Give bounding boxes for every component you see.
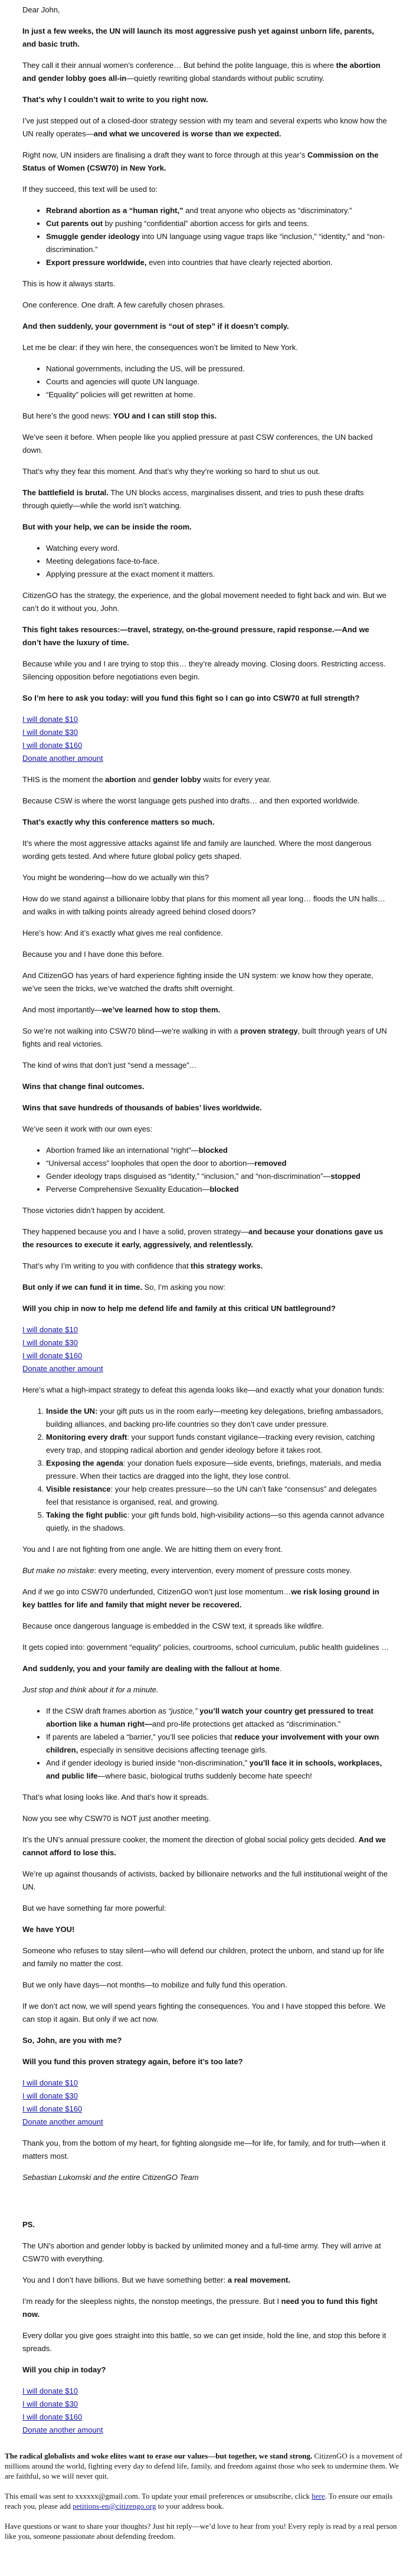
text: Let me be clear: if they win here, the consequences won’t be limited to New York. [22, 343, 298, 352]
paragraph [22, 149, 389, 175]
list-item [46, 204, 389, 217]
text: Someone who refuses to stay silent—who will defend our children, protect the unborn, and stand up for life and family no matter the cost. [22, 1946, 384, 1968]
text: National governments, including the US, will be pressured. [46, 364, 245, 373]
donate-amount-link[interactable]: I will donate $160 [22, 2104, 83, 2113]
bold-text: Export pressure worldwide, [46, 258, 147, 267]
text: : your gift funds bold, high-visibility actions—so this agenda cannot advance quietly, in the shadows. [46, 1511, 385, 1532]
paragraph [22, 115, 389, 140]
bold-text: Monitoring every draft [46, 1433, 127, 1441]
paragraph [22, 1641, 389, 1654]
paragraph [22, 1003, 389, 1016]
paragraph [22, 2240, 389, 2266]
bold-text: YOU and I can still stop this. [113, 411, 217, 420]
paragraph [22, 1302, 389, 1315]
paragraph [22, 2034, 389, 2047]
bold-text: Wins that save hundreds of thousands of babies’ lives worldwide. [22, 1103, 262, 1112]
paragraph [22, 1384, 389, 1397]
text: Here’s what a high-impact strategy to defeat this agenda looks like—and exactly what your donation funds: [22, 1385, 385, 1394]
paragraph [22, 1101, 389, 1114]
bold-text: you’ll face it in schools, workplaces, and public life [46, 1758, 382, 1780]
text: They happened because you and I have a solid, proven strategy— [22, 1227, 249, 1236]
mission-text: CitizenGO is a movement of millions around the world, fighting every day to defend life, family, and freedom against those who seek to undermine them. We are faithful, so we will never quit. [5, 2451, 402, 2480]
paragraph [22, 410, 389, 423]
text: Because while you and I are trying to stop this… they’re already moving. Closing doors. Restricting access. Silencing opposition before negotiations even begin. [22, 659, 386, 681]
paragraph [22, 1204, 389, 1217]
text: and pro-life protections get attacked as “discrimination.” [152, 1719, 341, 1728]
bold-text: We have YOU! [22, 1925, 75, 1934]
bold-text: and because your donations gave us the resources to execute it early, aggressively, and relentlessly. [22, 1227, 384, 1249]
paragraph [22, 1260, 389, 1273]
paragraph [22, 4, 389, 17]
paragraph [22, 521, 389, 534]
paragraph [22, 1543, 389, 1556]
text: And if gender ideology is buried inside “non-discrimination,” [46, 1758, 250, 1767]
text: Because CSW is where the worst language gets pushed into drafts… and then exported worldwide. [22, 796, 360, 805]
bold-text: And we cannot afford to lose this. [22, 1835, 386, 1857]
text: by pushing “confidential” abortion access for girls and teens. [103, 219, 309, 228]
text: That’s why they fear this moment. And that’s why they’re working so hard to shut us out. [22, 467, 320, 476]
bold-text: a real movement. [227, 2276, 291, 2284]
list-item [46, 1509, 389, 1535]
paragraph [22, 277, 389, 290]
text: even into countries that have clearly rejected abortion. [146, 258, 333, 267]
paragraph [22, 1225, 389, 1251]
text: Now you see why CSW70 is NOT just another meeting. [22, 1814, 211, 1823]
bold-text: So, John, are you with me? [22, 2036, 122, 2045]
bold-text: blocked [209, 1185, 239, 1194]
text: We’ve seen it work with our own eyes: [22, 1124, 153, 1133]
paragraph [22, 486, 389, 512]
paragraph [22, 1025, 389, 1051]
bold-text: you’ll watch your country get pressured to treat abortion like a human right— [46, 1707, 373, 1728]
donation-links [22, 2385, 389, 2437]
donate-other-amount-link[interactable]: Donate another amount [22, 1364, 103, 1373]
bold-text: Wins that change final outcomes. [22, 1082, 145, 1091]
paragraph [22, 589, 389, 615]
list-item [46, 1483, 389, 1509]
paragraph [22, 623, 389, 649]
donate-amount-link[interactable]: I will donate $30 [22, 728, 78, 737]
list-item [46, 217, 389, 230]
donate-amount-link[interactable]: I will donate $160 [22, 1351, 83, 1360]
paragraph [22, 1902, 389, 1915]
bold-text: need you to fund this fight now. [22, 2297, 378, 2319]
paragraph [22, 2274, 389, 2287]
text: Perverse Comprehensive Sexuality Education— [46, 1185, 210, 1194]
text: Because you and I have done this before. [22, 950, 164, 959]
list-item [46, 555, 389, 568]
bold-text: blocked [198, 1146, 228, 1155]
italic-text: “justice,” [168, 1707, 198, 1715]
paragraph [22, 1620, 389, 1633]
text: CitizenGO has the strategy, the experience, and the global movement needed to fight back and win. But we can’t do it without you, John. [22, 591, 386, 613]
text: We’re up against thousands of activists, backed by billionaire networks and the full institutional weight of the UN. [22, 1869, 388, 1891]
bold-text: Will you chip in now to help me defend life and family at this critical UN battleground? [22, 1304, 336, 1313]
text: “Universal access” loopholes that open the door to abortion— [46, 1159, 255, 1168]
bold-text: proven strategy [240, 1027, 298, 1035]
paragraph [22, 1923, 389, 1936]
text: I’ve just stepped out of a closed-door strategy session with my team and several experts who know how the UN really operates— [22, 116, 387, 138]
text: And CitizenGO has years of hard experience fighting inside the UN system: we know how they operate, we’ve seen the tricks, we’ve watched the drafts shift overnight. [22, 971, 373, 993]
paragraph [22, 871, 389, 884]
bold-text: PS. [22, 2220, 35, 2229]
italic-text: But make no mistake [22, 1566, 94, 1575]
italic-text: Just stop and think about it for a minute. [22, 1685, 159, 1694]
reply-invitation: Have questions or want to share your thoughts? Just hit reply—we’d love to hear from you! Every reply is read by a real person like you, someone passionate about defending freedom. [5, 2522, 397, 2541]
donate-amount-link[interactable]: I will donate $30 [22, 2400, 78, 2408]
bold-text: Inside the UN: [46, 1407, 98, 1416]
text: If the CSW draft frames abortion as [46, 1707, 169, 1715]
text: It’s where the most aggressive attacks against life and family are launched. Where the most dangerous wording gets tested. And where future global policy gets shaped. [22, 839, 372, 861]
bold-text: But only if we can fund it in time. [22, 1283, 142, 1292]
text: The kind of wins that don’t just “send a message”… [22, 1061, 197, 1070]
list-item [46, 1457, 389, 1483]
paragraph [22, 299, 389, 312]
subscription-notice [5, 2491, 407, 2511]
donation-links [22, 713, 389, 765]
text: But we have something far more powerful: [22, 1904, 166, 1913]
list-item [46, 1157, 389, 1170]
text: You and I are not fighting from one angle. We are hitting them on every front. [22, 1545, 283, 1554]
donate-amount-link[interactable]: I will donate $160 [22, 741, 83, 750]
notice-text: This email was sent to xxxxxx@gmail.com. To update your email preferences or unsubscribe, click [5, 2492, 312, 2500]
bold-text: Taking the fight public [46, 1511, 127, 1519]
text: The UN’s abortion and gender lobby is backed by unlimited money and a full-time army. They will arrive at CSW70 with everything. [22, 2241, 381, 2263]
list-item [46, 1705, 389, 1731]
list-item [46, 1183, 389, 1196]
text: I’m ready for the sleepless nights, the nonstop meetings, the pressure. But I [22, 2297, 281, 2306]
bold-text: But with your help, we can be inside the room. [22, 522, 192, 531]
donation-links [22, 2077, 389, 2129]
paragraph [22, 1791, 389, 1804]
bold-text: we risk losing ground in key battles for life and family that might never be recovered. [22, 1587, 379, 1609]
text: This is how it always starts. [22, 279, 116, 288]
text: and treat anyone who objects as “discriminatory.” [183, 206, 352, 215]
list-item [46, 1170, 389, 1183]
text: Watching every word. [46, 544, 120, 553]
paragraph [22, 1868, 389, 1894]
bold-text: This fight takes resources:—travel, strategy, on-the-ground pressure, rapid response.—And we don’t have the luxury of time. [22, 625, 369, 647]
bold-text: Will you chip in today? [22, 2365, 106, 2374]
paragraph [22, 658, 389, 684]
donate-other-amount-link[interactable]: Donate another amount [22, 2117, 103, 2126]
text: Right now, UN insiders are finalising a draft they want to force through at this year’s [22, 151, 307, 159]
text: Because once dangerous language is embedded in the CSW text, it spreads like wildfire. [22, 1622, 324, 1630]
paragraph [22, 1080, 389, 1093]
text: One conference. One draft. A few carefully chosen phrases. [22, 300, 225, 309]
text: : every meeting, every intervention, every moment of pressure costs money. [94, 1566, 352, 1575]
paragraph [22, 969, 389, 995]
paragraph [22, 465, 389, 478]
bold-text: reduce your involvement with your own children, [46, 1732, 379, 1754]
paragraph [22, 1812, 389, 1825]
text: That’s what losing looks like. And that’s how it spreads. [22, 1793, 209, 1802]
paragraph [22, 692, 389, 705]
text: We’ve seen it before. When people like you applied pressure at past CSW conferences, the UN backed down. [22, 433, 373, 455]
bold-text: In just a few weeks, the UN will launch its most aggressive push yet against unborn life, parents, and basic truth. [22, 27, 374, 48]
text: Meeting delegations face-to-face. [46, 557, 160, 565]
text: If parents are labeled a “barrier,” you’ll see policies that [46, 1732, 235, 1741]
text: Thank you, from the bottom of my heart, for fighting alongside me—for life, for family, and for truth—when it matters most. [22, 2139, 386, 2160]
paragraph [22, 1564, 389, 1577]
paragraph [22, 1281, 389, 1294]
paragraph [22, 816, 389, 829]
bold-text: Smuggle gender ideology [46, 232, 140, 241]
text: It gets copied into: government “equality” policies, courtrooms, school curriculum, public health guidelines … [22, 1643, 389, 1652]
text: Those victories didn’t happen by accident. [22, 1206, 166, 1215]
text: Gender ideology traps disguised as “identity,” “inclusion,” and “non-discrimination”— [46, 1172, 331, 1181]
bullet-list [22, 204, 389, 269]
text: And if we go into CSW70 underfunded, CitizenGO won’t just lose momentum… [22, 1587, 291, 1596]
paragraph [22, 1979, 389, 1992]
donate-amount-link[interactable]: I will donate $10 [22, 1325, 78, 1334]
text: The UN blocks access, marginalises dissent, and tries to push these drafts through quietly—while the world isn’t watching. [22, 488, 364, 510]
bold-text: Rebrand abortion as a “human right,” [46, 206, 183, 215]
spacer [22, 2192, 389, 2218]
text: So, I’m asking you now: [142, 1283, 225, 1292]
paragraph [22, 2329, 389, 2355]
list-item [46, 1731, 389, 1757]
notice-text: . To ensure our emails reach you, please add [5, 2492, 393, 2510]
text: Every dollar you give goes straight into this battle, so we can get inside, hold the line, and stop this before it spreads. [22, 2331, 386, 2353]
text: Applying pressure at the exact moment it matters. [46, 570, 215, 578]
text: That’s why I’m writing to you with confidence that [22, 1261, 191, 1270]
bold-text: removed [254, 1159, 287, 1168]
text: : your support funds constant vigilance—tracking every revision, catching every trap, and stopping radical abortion and gender ideology before it takes root. [46, 1433, 375, 1454]
donate-amount-link[interactable]: I will donate $30 [22, 2091, 78, 2100]
donate-amount-link[interactable]: I will donate $10 [22, 715, 78, 724]
donate-amount-link[interactable]: I will donate $10 [22, 2387, 78, 2395]
list-item [46, 375, 389, 388]
email-footer [0, 2451, 413, 2563]
text: But we only have days—not months—to mobilize and fully fund this operation. [22, 1980, 287, 1989]
text: your gift puts us in the room early—meeting key delegations, briefing ambassadors, building alliances, and backing pro-life countries so they don’t cave under pressure. [46, 1407, 384, 1428]
paragraph [22, 893, 389, 918]
donate-amount-link[interactable]: I will donate $30 [22, 1338, 78, 1347]
paragraph [22, 59, 389, 85]
donate-amount-link[interactable]: I will donate $10 [22, 2078, 78, 2087]
text: Courts and agencies will quote UN language. [46, 377, 200, 386]
text: : your help creates pressure—so the UN can’t fake “consensus” and delegates feel that resistance is organised, real, and growing. [46, 1485, 377, 1506]
paragraph [22, 2295, 389, 2321]
list-item [46, 362, 389, 375]
paragraph [22, 93, 389, 106]
paragraph [22, 773, 389, 786]
text: How do we stand against a billionaire lobby that plans for this moment all year long… floods the UN halls… and walks in with talking points already agreed behind closed doors? [22, 894, 385, 916]
bullet-list [22, 1144, 389, 1196]
donate-other-amount-link[interactable]: Donate another amount [22, 2425, 103, 2434]
text: Dear John, [22, 5, 60, 14]
paragraph [22, 2055, 389, 2068]
text: waits for every year. [201, 775, 271, 784]
donate-amount-link[interactable]: I will donate $160 [22, 2412, 83, 2421]
numbered-list [22, 1405, 389, 1535]
paragraph [22, 1586, 389, 1611]
italic-text: Sebastian Lukomski and the entire CitizenGO Team [22, 2173, 199, 2182]
paragraph [22, 1662, 389, 1675]
paragraph [22, 183, 389, 196]
list-item [46, 388, 389, 401]
donation-links [22, 1323, 389, 1375]
list-item [46, 1144, 389, 1157]
bullet-list [22, 362, 389, 401]
list-item [46, 230, 389, 256]
paragraph [22, 1059, 389, 1072]
text: And most importantly— [22, 1005, 103, 1014]
bold-text: Commission on the Status of Women (CSW70) in New York. [22, 151, 379, 172]
text: especially in sensitive decisions affecting teenage girls. [78, 1745, 267, 1754]
text: Here’s how: And it’s exactly what gives me real confidence. [22, 929, 223, 937]
text: They call it their annual women’s conference… But behind the polite language, this is where [22, 61, 336, 70]
list-item [46, 1405, 389, 1431]
list-item [46, 1757, 389, 1783]
text: If they succeed, this text will be used to: [22, 185, 158, 194]
text: THIS is the moment the [22, 775, 106, 784]
text: —where basic, biological truths suddenly become hate speech! [97, 1771, 312, 1780]
bold-text: So I’m here to ask you today: will you fund this fight so I can go into CSW70 at full strength? [22, 694, 360, 702]
text: . [280, 1664, 282, 1673]
text: —quietly rewriting global standards without public scrutiny. [126, 74, 325, 83]
text: Abortion framed like an international “right”— [46, 1146, 199, 1155]
bold-text: And suddenly, you and your family are dealing with the fallout at home [22, 1664, 280, 1673]
paragraph [22, 2000, 389, 2026]
mission-statement [5, 2451, 407, 2481]
unsubscribe-link[interactable]: here [312, 2492, 325, 2500]
paragraph [22, 927, 389, 940]
bold-text: Exposing the agenda [46, 1459, 123, 1467]
paragraph [22, 1944, 389, 1970]
paragraph [22, 795, 389, 808]
bold-text: Cut parents out [46, 219, 103, 228]
paragraph [22, 2137, 389, 2163]
bullet-list [22, 1705, 389, 1783]
bold-text: we’ve learned how to stop them. [102, 1005, 221, 1014]
bullet-list [22, 542, 389, 581]
bold-text: Will you fund this proven strategy again, before it’s too late? [22, 2057, 243, 2066]
bold-text: stopped [330, 1172, 360, 1181]
paragraph [22, 948, 389, 961]
text: You might be wondering—how do we actually win this? [22, 873, 209, 882]
list-item [46, 1431, 389, 1457]
bold-text: the abortion and gender lobby goes all-in [22, 61, 381, 83]
text: You and I don’t have billions. But we have something better: [22, 2276, 228, 2284]
paragraph [22, 25, 389, 51]
bold-text: The battlefield is brutal. [22, 488, 109, 497]
donate-other-amount-link[interactable]: Donate another amount [22, 754, 103, 763]
bold-text: And then suddenly, your government is “out of step” if it doesn’t comply. [22, 322, 289, 331]
address-book-email-link[interactable]: petitions-en@citizengo.org [73, 2502, 156, 2510]
list-item [46, 542, 389, 555]
text: into UN language using vague traps like “inclusion,” “identity,” and “non-discrimination.” [46, 232, 385, 254]
bold-text: Visible resistance [46, 1485, 111, 1493]
bold-text: and what we uncovered is worse than we expected. [93, 129, 281, 138]
text: But here’s the good news: [22, 411, 113, 420]
paragraph [22, 837, 389, 863]
text: So we’re not walking into CSW70 blind—we’re walking in with a [22, 1027, 241, 1035]
text: , built through years of UN fights and real victories. [22, 1027, 387, 1048]
paragraph [22, 320, 389, 333]
bold-text: abortion [105, 775, 136, 784]
paragraph [22, 2171, 389, 2184]
bold-text: this strategy works. [191, 1261, 263, 1270]
text: It’s the UN’s annual pressure cooker, the moment the direction of global social policy gets decided. [22, 1835, 359, 1844]
list-item [46, 256, 389, 269]
text: and [136, 775, 153, 784]
notice-text: to your address book. [156, 2502, 224, 2510]
text: If we don’t act now, we will spend years fighting the consequences. You and I have stopped this before. We can stop it again. But only if we act now. [22, 2002, 386, 2023]
mission-bold: The radical globalists and woke elites want to erase our values—but together, we stand strong. [5, 2451, 313, 2460]
paragraph [22, 2363, 389, 2376]
paragraph [22, 341, 389, 354]
bold-text: gender lobby [153, 775, 201, 784]
bold-text: That’s why I couldn’t wait to write to you right now. [22, 95, 208, 104]
paragraph [22, 1833, 389, 1859]
text: : your donation fuels exposure—side events, briefings, materials, and media pressure. When their tactics are dragged into the light, they lose control. [46, 1459, 381, 1480]
paragraph [22, 1123, 389, 1136]
paragraph [22, 2218, 389, 2231]
paragraph [22, 1683, 389, 1696]
list-item [46, 568, 389, 581]
paragraph [22, 431, 389, 457]
text: “Equality” policies will get rewritten at home. [46, 390, 195, 399]
bold-text: That’s exactly why this conference matters so much. [22, 818, 215, 826]
